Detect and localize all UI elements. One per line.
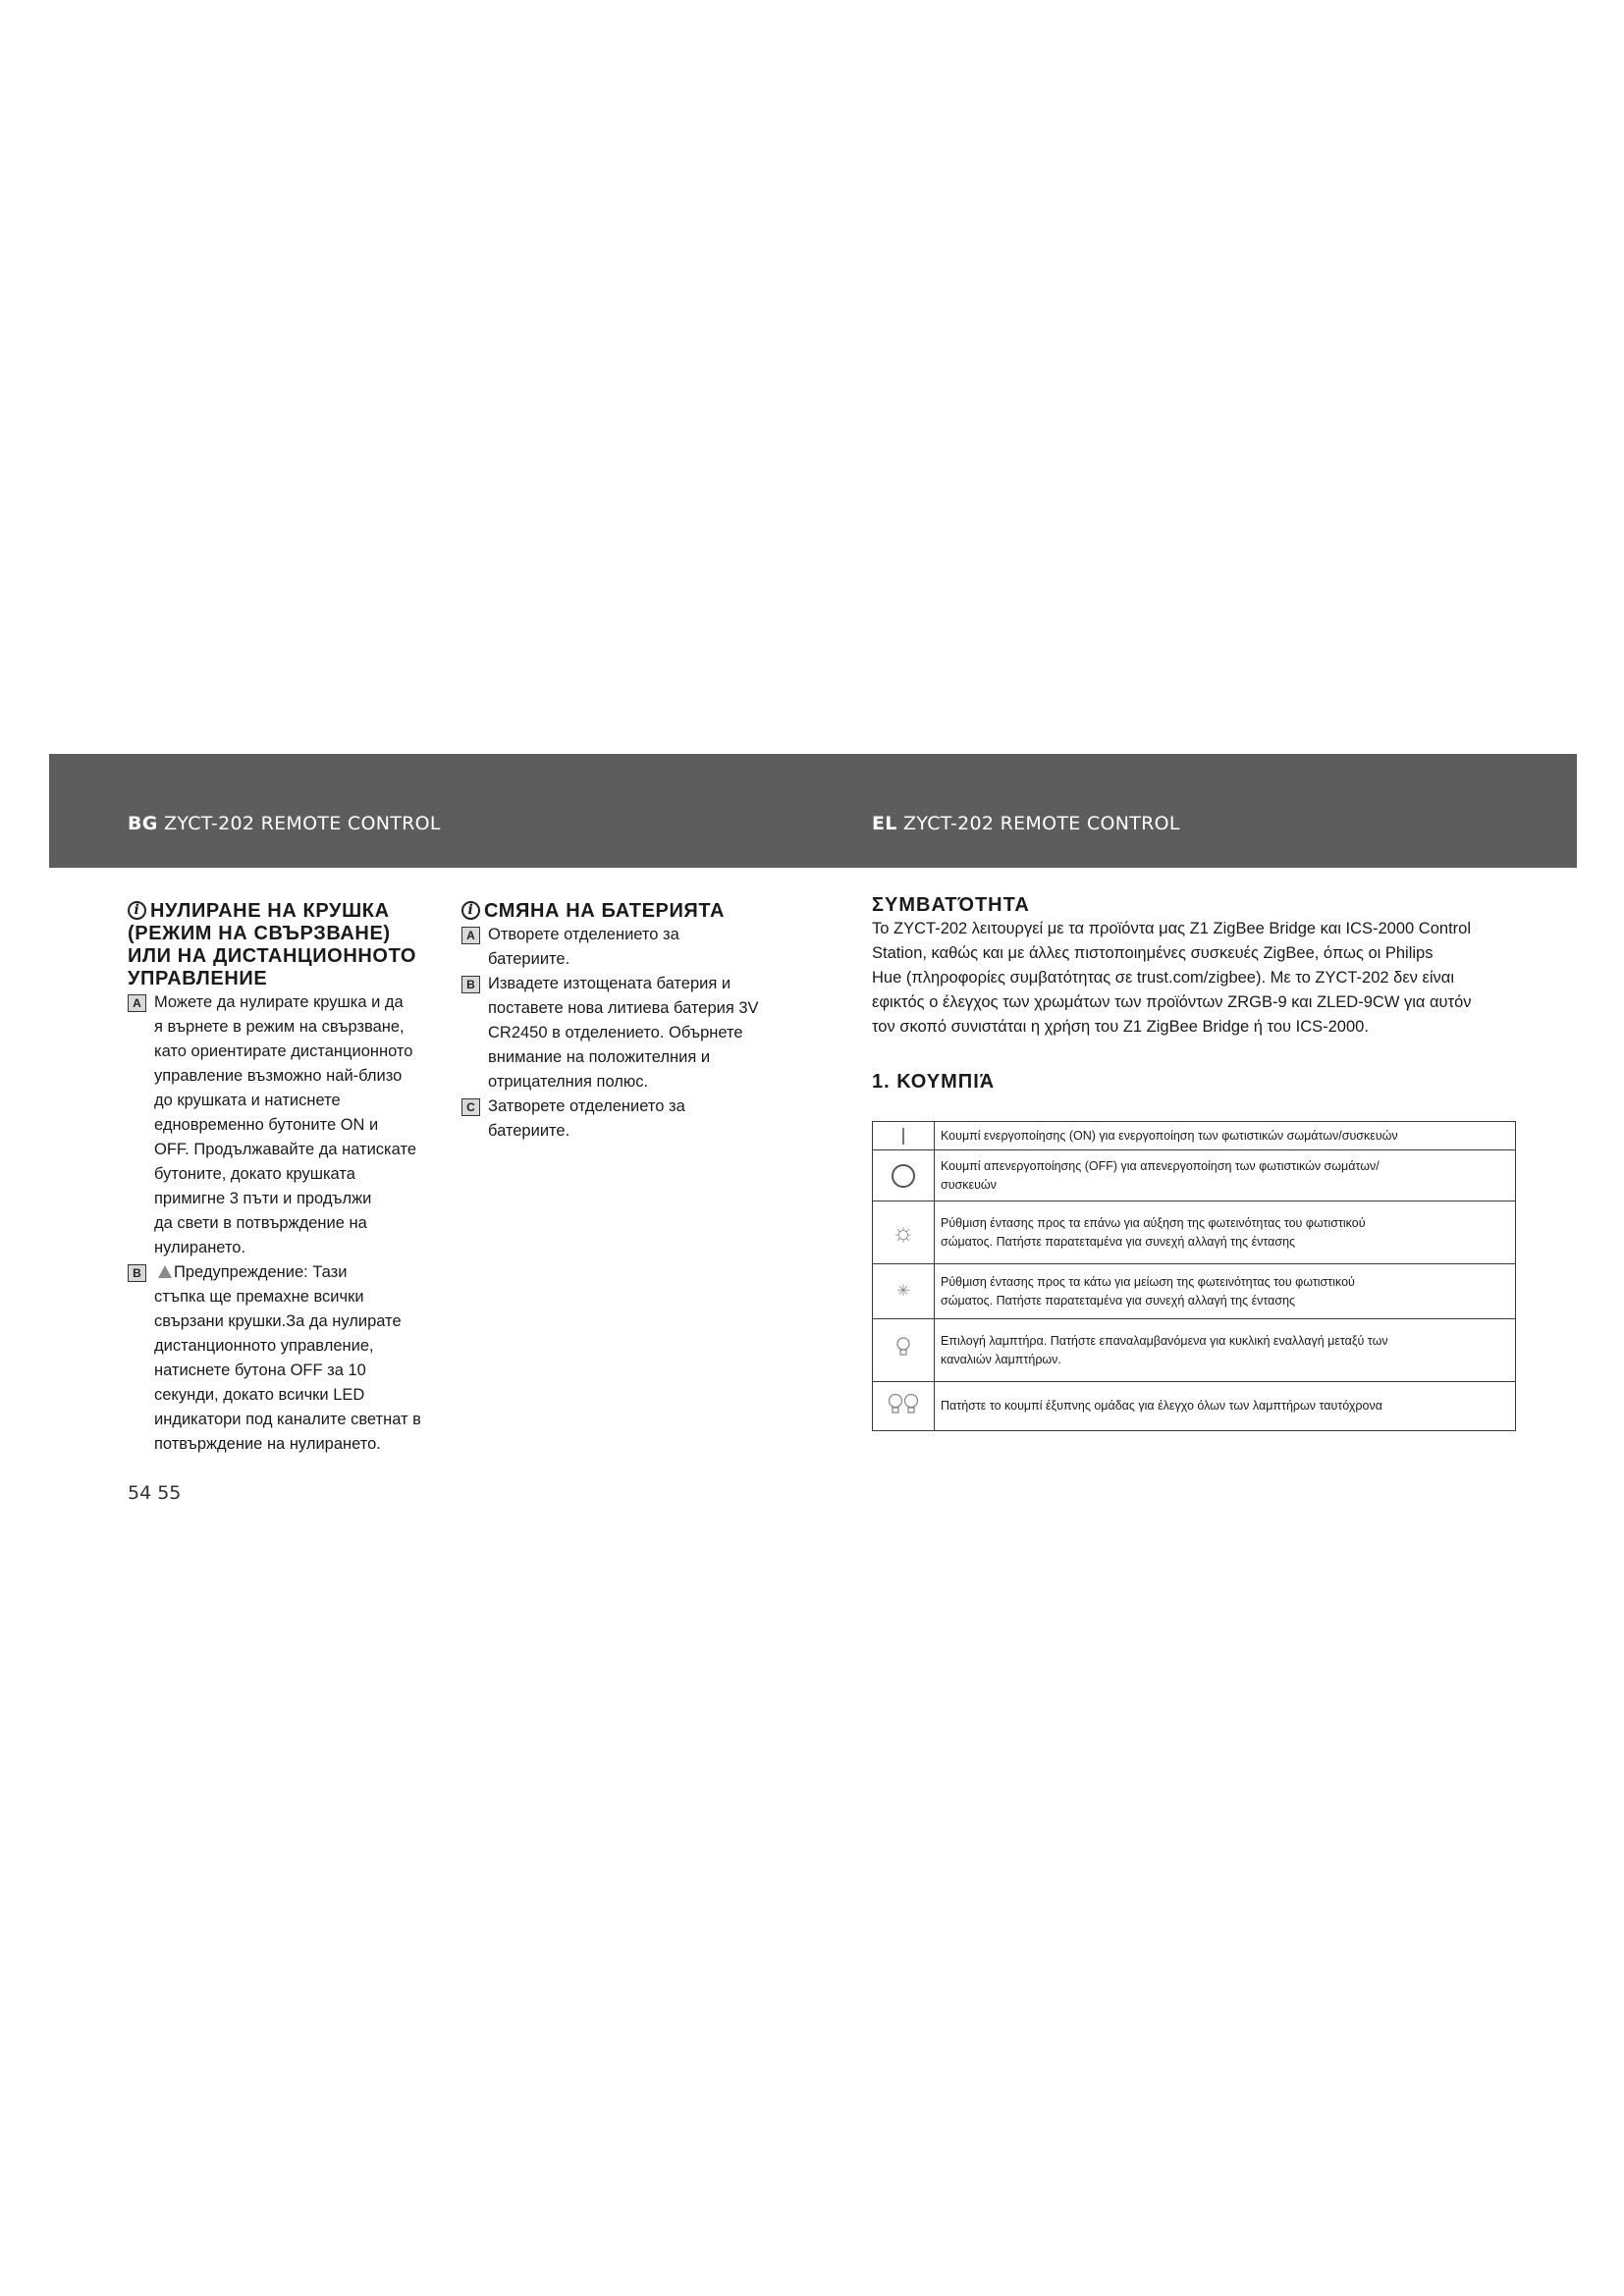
bg-battery-step-c [461,1095,785,1144]
header-right-label [872,813,1180,834]
text-line: потвърждение на нулирането. [154,1435,381,1453]
text-line: да свети в потвърждение на [154,1214,367,1232]
text-line: καναλιών λαμπτήρων. [941,1352,1061,1366]
text-line: Επιλογή λαμπτήρα. Πατήστε επαναλαμβανόμενα για κυκλική εναλλαγή μεταξύ των [941,1333,1388,1348]
text-line: отрицателния полюс. [488,1073,649,1091]
bulb-icon [896,1337,910,1359]
table-row [873,1382,1516,1431]
text-line: поставете нова литиева батерия 3V [488,999,759,1017]
bg-reset-title-line: УПРАВЛЕНИЕ [128,968,268,989]
brightness-down-icon: ✳ [896,1283,910,1300]
header-left-label [128,813,441,834]
text-line: индикатори под каналите светнат в [154,1411,421,1428]
bg-battery-step-a-text [488,923,679,972]
el-buttons-heading [872,1070,1265,1094]
header-right-title: ZYCT-202 REMOTE CONTROL [903,813,1180,834]
description-cell [935,1382,1516,1431]
description-cell [935,1150,1516,1201]
text-line: примигне 3 пъти и продължи [154,1190,372,1207]
text-line: бутоните, докато крушката [154,1165,355,1183]
text-line: τον σκοπό συνιστάται η χρήση του Z1 ZigBee Bridge ή του ICS-2000. [872,1018,1369,1036]
description-cell [935,1264,1516,1319]
table-row [873,1201,1516,1264]
header-left-title: ZYCT-202 REMOTE CONTROL [164,813,441,834]
warning-icon [158,1265,172,1278]
text-line: εφικτός ο έλεγχος των χρωμάτων των προϊόντων ZRGB-9 και ZLED-9CW για αυτόν [872,993,1472,1011]
text-line: σώματος. Πατήστε παρατεταμένα για συνεχή αλλαγή της έντασης [941,1234,1296,1249]
bg-reset-title [128,900,452,923]
text-line: свързани крушки.За да нулирате [154,1312,402,1330]
bg-battery-section [461,900,785,1144]
el-compat-title: ΣΥΜΒΑΤΌΤΗΤΑ [872,894,1030,916]
table-row [873,1264,1516,1319]
text-line: σώματος. Πατήστε παρατεταμένα για συνεχή αλλαγή της έντασης [941,1293,1296,1308]
text-line: като ориентирате дистанционното [154,1042,413,1060]
bg-battery-step-c-text [488,1095,685,1144]
text-line: Затворете отделението за [488,1097,685,1115]
bg-battery-step-a [461,923,785,972]
text-line: Ρύθμιση έντασης προς τα κάτω για μείωση της φωτεινότητας του φωτιστικού [941,1274,1355,1289]
bg-battery-title-text: СМЯНА НА БАТЕРИЯТА [484,900,726,922]
bg-reset-step-a-text [154,990,416,1260]
text-line: до крушката и натиснете [154,1092,341,1109]
bg-reset-step-b [128,1260,452,1457]
description-cell [935,1122,1516,1150]
brightness-up-icon: ☼ [892,1217,915,1247]
bg-reset-section [128,900,452,1457]
text-line: батериите. [488,950,570,968]
text-line: συσκευών [941,1177,997,1192]
step-badge-b: B [128,1264,146,1282]
text-line: натиснете бутона OFF за 10 [154,1362,366,1379]
text-line: Отворете отделението за [488,926,679,943]
bg-reset-title-line: ИЛИ НА ДИСТАНЦИОННОТО [128,945,417,967]
step-badge-a: A [128,994,146,1012]
info-icon: i [128,901,146,920]
buttons-table [872,1121,1516,1431]
on-bar-icon [902,1128,904,1145]
page-numbers: 54 55 [128,1482,182,1504]
table-row [873,1122,1516,1150]
description-cell [935,1201,1516,1264]
double-bulb-icon [887,1393,920,1415]
warning-text: Предупреждение: Тази [174,1263,348,1281]
step-badge-c: C [461,1098,480,1116]
text-line: дистанционното управление, [154,1337,374,1355]
text-line: я върнете в режим на свързване, [154,1018,405,1036]
el-compat-paragraph [872,917,1540,1040]
text-line: Ρύθμιση έντασης προς τα επάνω για αύξηση της φωτεινότητας του φωτιστικού [941,1215,1366,1230]
el-compat-section [872,893,1540,1040]
icon-cell [873,1382,935,1431]
icon-cell [873,1319,935,1382]
info-icon: i [461,901,480,920]
text-line [154,1260,421,1285]
text-line: Hue (πληροφορίες συμβατότητας σε trust.com/zigbee). Με το ZYCT-202 δεν είναι [872,969,1454,987]
bg-battery-step-b-text [488,972,759,1095]
header-left-lang: BG [128,813,158,834]
text-line: стъпка ще премахне всички [154,1288,364,1306]
bg-reset-title-rest [128,923,452,990]
icon-cell [873,1122,935,1150]
bg-reset-title-text [150,900,390,923]
step-badge-a: A [461,927,480,944]
text-line: нулирането. [154,1239,246,1256]
off-circle-icon [892,1164,915,1188]
description-cell [935,1319,1516,1382]
text-line: Κουμπί ενεργοποίησης (ON) για ενεργοποίηση των φωτιστικών σωμάτων/συσκευών [941,1128,1398,1143]
bg-reset-step-a [128,990,452,1260]
bg-battery-step-b [461,972,785,1095]
text-line: OFF. Продължавайте да натискате [154,1141,416,1158]
bg-reset-title-line: НУЛИРАНЕ НА КРУШКА [150,900,390,922]
text-line: Station, καθώς και με άλλες πιστοποιημένες συσκευές ZigBee, όπως οι Philips [872,944,1434,962]
icon-cell [873,1201,935,1264]
header-right-lang: EL [872,813,897,834]
text-line: батериите. [488,1122,570,1140]
el-buttons-title: 1. ΚΟΥΜΠΙΆ [872,1071,996,1093]
text-line: CR2450 в отделението. Обърнете [488,1024,743,1041]
bg-reset-title-line: (РЕЖИМ НА СВЪРЗВАНЕ) [128,923,391,944]
text-line: Πατήστε το κουμπί έξυπνης ομάδας για έλεγχο όλων των λαμπτήρων ταυτόχρονα [941,1399,1382,1413]
step-badge-b: B [461,976,480,993]
text-line: едновременно бутоните ON и [154,1116,379,1134]
text-line: Κουμπί απενεργοποίησης (OFF) για απενεργοποίηση των φωτιστικών σωμάτων/ [941,1158,1380,1173]
header-band [49,754,1577,868]
text-line: Извадете изтощената батерия и [488,975,731,992]
text-line: секунди, докато всички LED [154,1386,365,1404]
text-line: внимание на положителния и [488,1048,711,1066]
table-row [873,1319,1516,1382]
text-line: управление възможно най-близо [154,1067,403,1085]
bg-battery-title [461,900,785,923]
table-row [873,1150,1516,1201]
text-line: Το ZYCT-202 λειτουργεί με τα προϊόντα μας Z1 ZigBee Bridge και ICS-2000 Control [872,920,1471,937]
icon-cell [873,1150,935,1201]
bg-reset-step-b-text [154,1260,421,1457]
icon-cell [873,1264,935,1319]
text-line: Можете да нулирате крушка и да [154,993,404,1011]
